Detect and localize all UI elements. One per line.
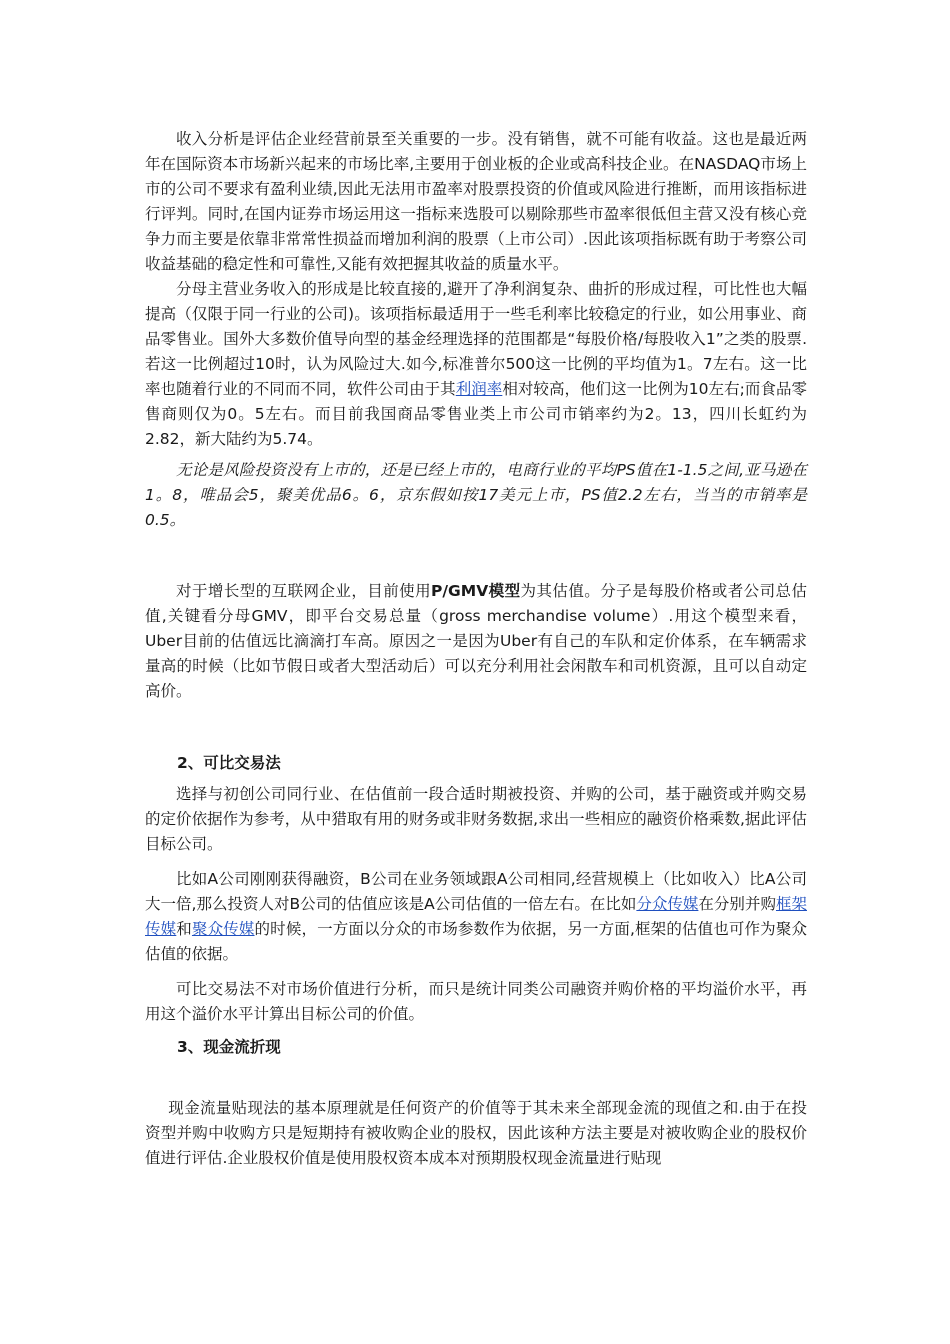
paragraph-text: 分母主营业务收入的形成是比较直接的,避开了净利润复杂、曲折的形成过程，可比性也大幅提高（仅限于同一行业的公司)。该项指标最适用于一些毛利率比较稳定的行业，如公用事业、商品零售业。国外大多数价值导向型的基金经理选择的范围都是“每股价格/每股收入1”之类的股票.若这一比例超过10时，认为风险过大.如今,标准普尔500这一比例的平均值为1。7左右。这一比率也随着行业的不同而不同，软件公司由于其: [145, 280, 807, 398]
paragraph-denominator: [145, 277, 807, 452]
paragraph-comparable-selection: [145, 782, 807, 857]
paragraph-text: 现金流量贴现法的基本原理就是任何资产的价值等于其未来全部现金流的现值之和.由于在投资型并购中收购方只是短期持有被收购企业的股权，因此该种方法主要是对被收购企业的股权价值进行评估.企业股权价值是使用股权资本成本对预期股权现金流量进行贴现: [145, 1099, 807, 1167]
section-heading-comparable-transactions: 2、可比交易法: [177, 754, 281, 772]
profit-margin-link[interactable]: 利润率: [455, 380, 503, 398]
paragraph-text: 可比交易法不对市场价值进行分析，而只是统计同类公司融资并购价格的平均溢价水平，再用这个溢价水平计算出目标公司的价值。: [145, 980, 807, 1023]
paragraph-text: 比如A公司刚刚获得融资，B公司在业务领域跟A公司相同,经营规模上（比如收入）比A公司大一倍,那么投资人对B公司的估值应该是A公司估值的一倍左右。在比如: [145, 870, 807, 913]
paragraph-text: 和: [176, 920, 192, 938]
paragraph-text: 在分别并购: [698, 895, 776, 913]
paragraph-text: 选择与初创公司同行业、在估值前一段合适时期被投资、并购的公司，基于融资或并购交易的定价依据作为参考，从中猎取有用的财务或非财务数据,求出一些相应的融资价格乘数,据此评估目标公司。: [145, 785, 807, 853]
section-heading-dcf: 3、现金流折现: [177, 1038, 281, 1056]
paragraph-text: 收入分析是评估企业经营前景至关重要的一步。没有销售，就不可能有收益。这也是最近两年在国际资本市场新兴起来的市场比率,主要用于创业板的企业或高科技企业。在NASDAQ市场上市的公司不要求有盈利业绩,因此无法用市盈率对股票投资的价值或风险进行推断，而用该指标进行评判。同时,在国内证券市场运用这一指标来选股可以剔除那些市盈率很低但主营又没有核心竞争力而主要是依靠非常常性损益而增加利润的股票（上市公司）.因此该项指标既有助于考察公司收益基础的稳定性和可靠性,又能有效把握其收益的质量水平。: [145, 130, 807, 273]
frame-media-link[interactable]: 框架传媒: [145, 895, 807, 938]
pgmv-model-term: P/GMV模型: [431, 582, 521, 600]
paragraph-text: 的时候，一方面以分众的市场参数作为依据，另一方面,框架的估值也可作为聚众估值的依据。: [145, 920, 807, 963]
paragraph-dcf-principle: [145, 1096, 807, 1171]
paragraph-text: 为其估值。分子是每股价格或者公司总估值,关键看分母GMV，即平台交易总量（gross merchandise volume）.用这个模型来看，Uber目前的估值远比滴滴打车高。原因之一是因为Uber有自己的车队和定价体系，在车辆需求量高的时候（比如节假日或者大型活动后）可以充分利用社会闲散车和司机资源，且可以自动定高价。: [145, 582, 807, 700]
target-media-link[interactable]: 聚众传媒: [191, 920, 255, 938]
paragraph-ecommerce-ps: [145, 458, 807, 533]
paragraph-text: 无论是风险投资没有上市的，还是已经上市的，电商行业的平均PS值在1-1.5之间,亚马逊在1。8，唯品会5，聚美优品6。6，京东假如按17美元上市，PS值2.2左右，当当的市销率是0.5。: [145, 461, 807, 529]
paragraph-revenue-analysis: [145, 127, 807, 277]
focus-media-link[interactable]: 分众传媒: [636, 895, 699, 913]
paragraph-comparable-example: [145, 867, 807, 967]
document-body: [145, 125, 807, 1171]
paragraph-pgmv: [145, 579, 807, 704]
paragraph-text: 对于增长型的互联网企业，目前使用: [176, 582, 432, 600]
paragraph-text: 相对较高，他们这一比例为10左右;而食品零售商则仅为0。5左右。而目前我国商品零售业类上市公司市销率约为2。13，四川长虹约为2.82，新大陆约为5.74。: [145, 380, 807, 448]
paragraph-comparable-premium: [145, 977, 807, 1027]
